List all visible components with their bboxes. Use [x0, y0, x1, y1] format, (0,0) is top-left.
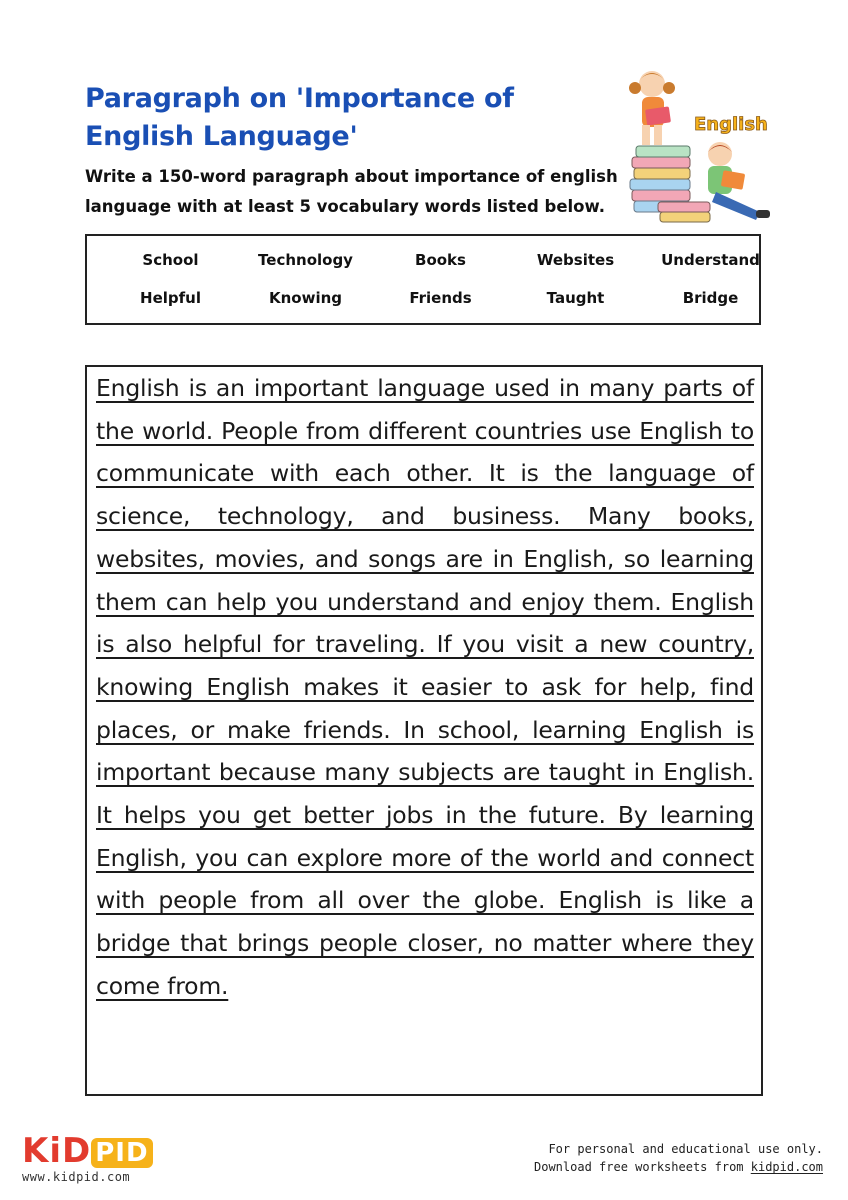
footer-line1: For personal and educational use only.: [548, 1142, 823, 1156]
logo-badge: PID: [91, 1138, 152, 1168]
paragraph-box: [85, 365, 763, 1096]
english-sign-text: English: [694, 114, 768, 135]
vocabulary-grid: [103, 250, 779, 308]
vocab-word: Technology: [258, 251, 353, 269]
english-sign: [694, 114, 768, 135]
footer-note: [534, 1140, 823, 1176]
footer-line2-prefix: Download free worksheets from: [534, 1160, 751, 1174]
vocab-word: Taught: [546, 289, 605, 307]
vocab-word: Helpful: [140, 289, 201, 307]
kidpid-logo[interactable]: [22, 1132, 153, 1184]
paragraph-text: English is an important language used in many parts of the world. People from different countries use English to communicate with each other. It is the language of science, technology, and business. Many books, websites, movies, and songs are in English, so learning them can help you understand and enjoy them. English is also helpful for traveling. If you visit a new country, knowing English makes it easier to ask for help, find places, or make friends. In school, learning English is important because many subjects are taught in English. It helps you get better jobs in the future. By learning English, you can explore more of the world and connect with people from all over the globe. English is like a bridge that brings people closer, no matter where they come from.: [96, 374, 754, 1000]
kids-reading-books-illustration: [620, 62, 780, 232]
logo-text-main: KiD: [22, 1131, 92, 1171]
logo-url: www.kidpid.com: [22, 1170, 131, 1184]
vocab-word: Friends: [409, 289, 472, 307]
vocab-word: School: [142, 251, 199, 269]
footer-link[interactable]: kidpid.com: [750, 1160, 823, 1174]
book-stack-right: [658, 202, 710, 222]
vocab-word: Bridge: [682, 289, 739, 307]
worksheet-title: Paragraph on 'Importance of English Language': [85, 83, 514, 152]
instructions-text: Write a 150-word paragraph about importance of english language with at least 5 vocabulary words listed below.: [85, 167, 618, 216]
vocab-word: Understand: [661, 251, 760, 269]
vocabulary-box: [85, 234, 761, 325]
vocab-word: Knowing: [268, 289, 343, 307]
boy-reading: [708, 142, 770, 220]
girl-reading: [629, 71, 675, 145]
vocab-word: Websites: [536, 251, 615, 269]
vocab-word: Books: [415, 251, 466, 269]
